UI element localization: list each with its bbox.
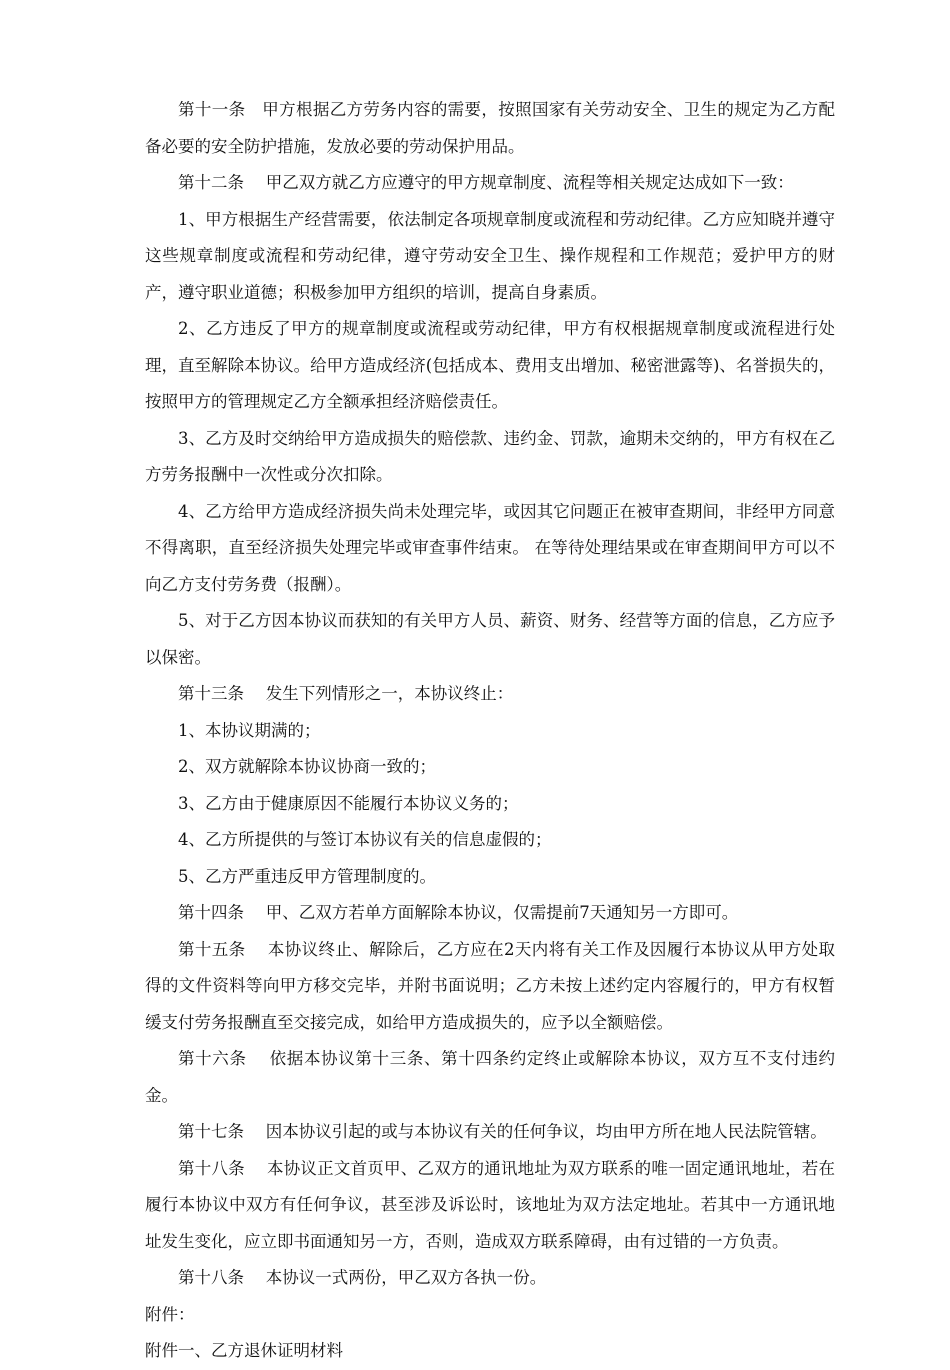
- article-12-item-4: 4、乙方给甲方造成经济损失尚未处理完毕，或因其它问题正在被审查期间，非经甲方同意不得离职，直至经济损失处理完毕或审查事件结束。 在等待处理结果或在审查期间甲方可以不向乙方支付劳务费（报酬）。: [145, 501, 835, 594]
- article-15: 第十五条 本协议终止、解除后，乙方应在2天内将有关工作及因履行本协议从甲方处取得的文件资料等向甲方移交完毕，并附书面说明；乙方未按上述约定内容履行的，甲方有权暂缓支付劳务报酬直至交接完成，如给甲方造成损失的，应予以全额赔偿。: [145, 939, 835, 1032]
- article-16: 第十六条 依据本协议第十三条、第十四条约定终止或解除本协议，双方互不支付违约金。: [145, 1049, 835, 1105]
- attachment-1: 附件一、乙方退休证明材料: [145, 1341, 343, 1360]
- article-18-copies: 第十八条 本协议一式两份，甲乙双方各执一份。: [178, 1268, 547, 1287]
- article-13-item-5: 5、乙方严重违反甲方管理制度的。: [178, 866, 436, 886]
- attachments-heading: 附件：: [145, 1304, 195, 1324]
- article-11: 第十一条 甲方根据乙方劳务内容的需要，按照国家有关劳动安全、卫生的规定为乙方配备必要的安全防护措施，发放必要的劳动保护用品。: [145, 100, 835, 156]
- article-13-heading: 第十三条 发生下列情形之一，本协议终止：: [178, 684, 514, 703]
- document-body: [145, 92, 835, 1370]
- article-13-item-2: 2、双方就解除本协议协商一致的；: [178, 757, 436, 776]
- article-12-item-2: 2、乙方违反了甲方的规章制度或流程或劳动纪律，甲方有权根据规章制度或流程进行处理，直至解除本协议。给甲方造成经济(包括成本、费用支出增加、秘密泄露等)、名誉损失的，按照甲方的管理规定乙方全额承担经济赔偿责任。: [145, 319, 835, 411]
- article-18-address: 第十八条 本协议正文首页甲、乙双方的通讯地址为双方联系的唯一固定通讯地址，若在履行本协议中双方有任何争议，甚至涉及诉讼时，该地址为双方法定地址。若其中一方通讯地址发生变化，应立即书面通知另一方，否则，造成双方联系障碍，由有过错的一方负责。: [145, 1158, 835, 1251]
- article-12-heading: 第十二条 甲乙双方就乙方应遵守的甲方规章制度、流程等相关规定达成如下一致：: [178, 173, 794, 192]
- article-12-item-3: 3、乙方及时交纳给甲方造成损失的赔偿款、违约金、罚款，逾期未交纳的，甲方有权在乙方劳务报酬中一次性或分次扣除。: [145, 428, 835, 484]
- article-13-item-3: 3、乙方由于健康原因不能履行本协议义务的；: [178, 793, 519, 813]
- article-17: 第十七条 因本协议引起的或与本协议有关的任何争议，均由甲方所在地人民法院管辖。: [178, 1122, 827, 1141]
- article-13-item-1: 1、本协议期满的；: [178, 720, 321, 740]
- article-12-item-1: 1、甲方根据生产经营需要，依法制定各项规章制度或流程和劳动纪律。乙方应知晓并遵守这些规章制度或流程和劳动纪律，遵守劳动安全卫生、操作规程和工作规范；爱护甲方的财产，遵守职业道德；积极参加甲方组织的培训，提高自身素质。: [145, 209, 835, 302]
- article-14: 第十四条 甲、乙双方若单方面解除本协议，仅需提前7天通知另一方即可。: [178, 903, 739, 922]
- article-12-item-5: 5、对于乙方因本协议而获知的有关甲方人员、薪资、财务、经营等方面的信息，乙方应予以保密。: [145, 611, 835, 667]
- article-13-item-4: 4、乙方所提供的与签订本协议有关的信息虚假的；: [178, 830, 552, 849]
